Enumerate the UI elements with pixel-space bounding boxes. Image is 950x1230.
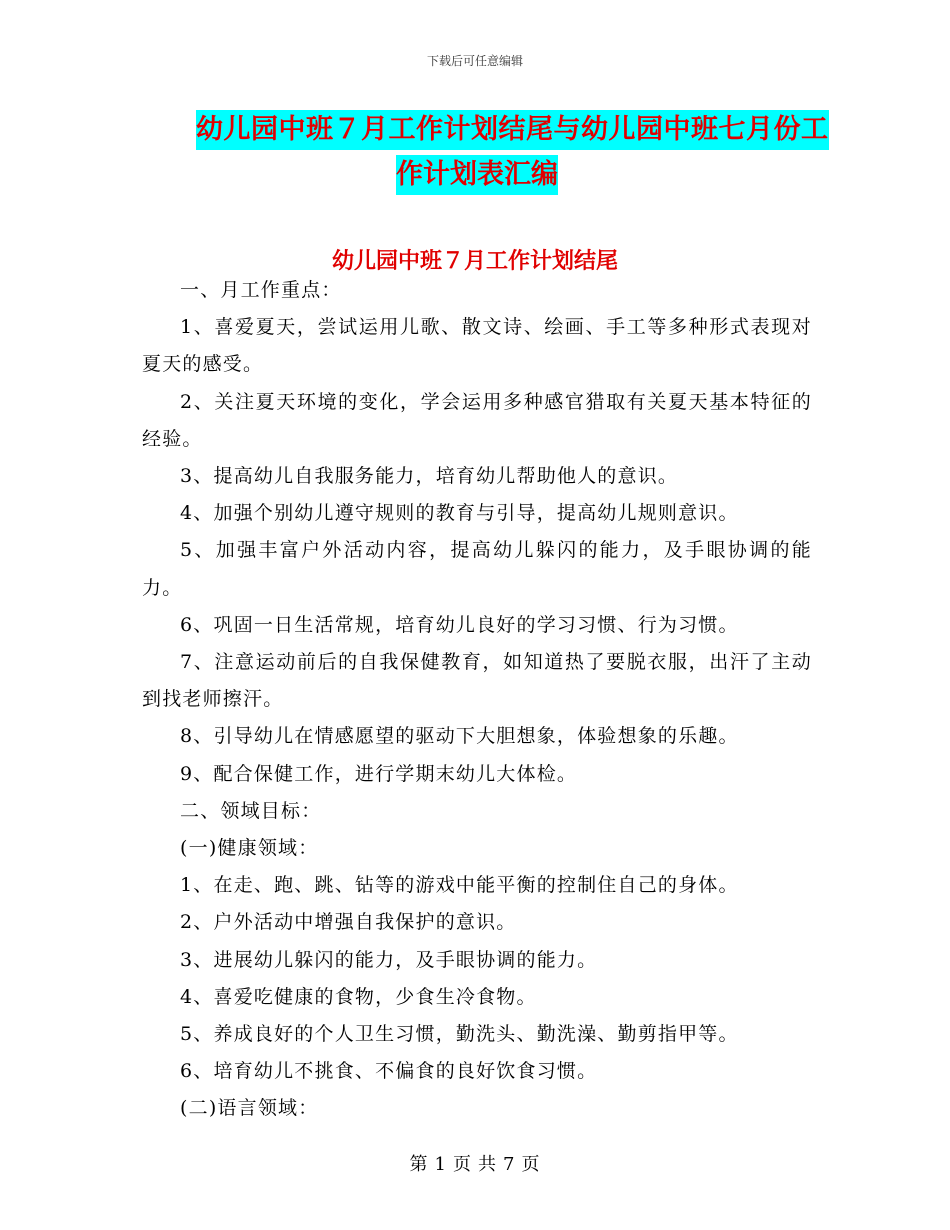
paragraph: 6、巩固一日生活常规，培育幼儿良好的学习习惯、行为习惯。 (180, 613, 739, 636)
footer-total-unit: 页 (521, 1154, 541, 1175)
paragraph: 1、喜爱夏天，尝试运用儿歌、散文诗、绘画、手工等多种形式表现对夏天的感受。 (142, 316, 812, 376)
paragraph: 7、注意运动前后的自我保健教育，如知道热了要脱衣服，出汗了主动到找老师擦汗。 (142, 651, 812, 711)
paragraph: 二、领域目标： (180, 799, 322, 822)
paragraph: 3、提高幼儿自我服务能力，培育幼儿帮助他人的意识。 (180, 465, 679, 488)
section-title: 幼儿园中班７月工作计划结尾 (331, 249, 618, 274)
paragraph: (一)健康领域： (180, 837, 319, 860)
footer-page-unit: 页 (453, 1154, 472, 1175)
footer-total-pages: 7 (503, 1154, 516, 1175)
footer-total-label: 共 (478, 1154, 497, 1175)
paragraph: 2、户外活动中增强自我保护的意识。 (180, 911, 517, 934)
paragraph: 9、配合保健工作，进行学期末幼儿大体检。 (180, 762, 578, 785)
paragraph: 4、喜爱吃健康的食物，少食生冷食物。 (180, 985, 537, 1008)
paragraph: 5、养成良好的个人卫生习惯，勤洗头、勤洗澡、勤剪指甲等。 (180, 1023, 739, 1046)
paragraph: (二)语言领域： (180, 1097, 319, 1120)
document-title-line-1: 幼儿园中班７月工作计划结尾与幼儿园中班七月份工 (196, 110, 829, 150)
document-title-line-2: 作计划表汇编 (396, 155, 558, 195)
paragraph: 1、在走、跑、跳、钻等的游戏中能平衡的控制住自己的身体。 (180, 874, 739, 897)
paragraph: 8、引导幼儿在情感愿望的驱动下大胆想象，体验想象的乐趣。 (180, 725, 739, 748)
paragraph: 3、进展幼儿躲闪的能力，及手眼协调的能力。 (180, 948, 598, 971)
footer-page-label: 第 (409, 1154, 429, 1175)
footer-page-number: 1 (434, 1154, 447, 1175)
header-note: 下载后可任意编辑 (426, 54, 523, 68)
paragraph: 6、培育幼儿不挑食、不偏食的良好饮食习惯。 (180, 1060, 598, 1083)
document-body (142, 272, 812, 1128)
paragraph: 4、加强个别幼儿遵守规则的教育与引导，提高幼儿规则意识。 (180, 502, 739, 525)
paragraph: 一、月工作重点： (180, 279, 342, 301)
paragraph: 5、加强丰富户外活动内容，提高幼儿躲闪的能力，及手眼协调的能力。 (142, 539, 812, 599)
page-footer (0, 1150, 950, 1176)
paragraph: 2、关注夏天环境的变化，学会运用多种感官猎取有关夏天基本特征的经验。 (142, 390, 812, 450)
